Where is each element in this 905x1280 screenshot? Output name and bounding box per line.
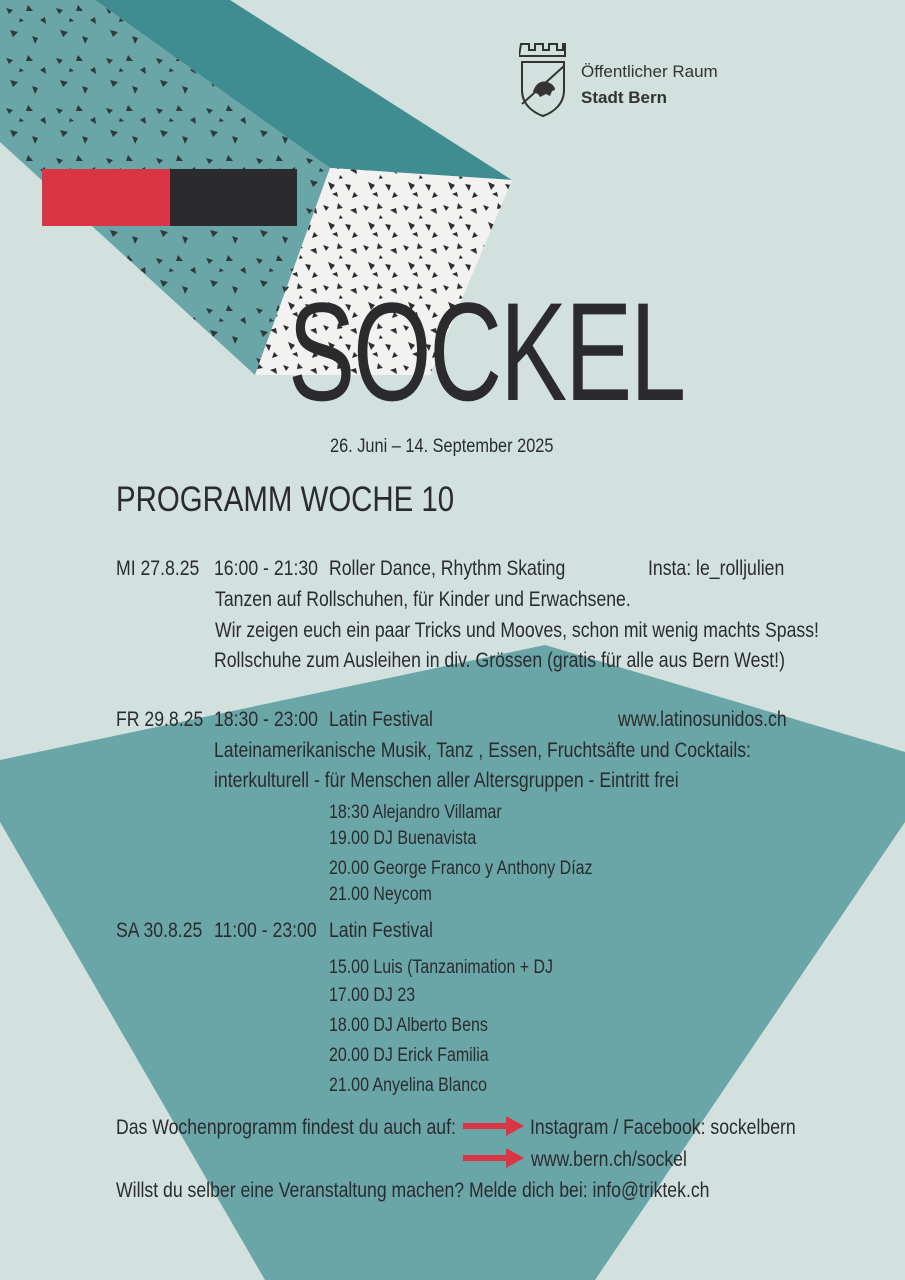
event-day: MI 27.8.25: [116, 557, 200, 580]
org-name-line2: Stadt Bern: [581, 88, 667, 107]
org-name-line1: Öffentlicher Raum: [581, 62, 718, 81]
event-description-line: interkulturell - für Menschen aller Altersgruppen - Eintritt frei: [214, 769, 679, 792]
city-logo: [519, 42, 739, 120]
page-title: SOCKEL: [288, 273, 684, 430]
schedule-item: 17.00 DJ 23: [329, 985, 416, 1006]
schedule-item: 20.00 George Franco y Anthony Díaz: [329, 858, 593, 879]
event-dates: 26. Juni – 14. September 2025: [330, 436, 554, 457]
event-name: Latin Festival: [329, 919, 433, 942]
event-link[interactable]: Insta: le_rolljulien: [648, 557, 785, 580]
website-link[interactable]: www.bern.ch/sockel: [531, 1148, 687, 1171]
event-name: Latin Festival: [329, 708, 433, 731]
event-time: 16:00 - 21:30: [214, 557, 318, 580]
schedule-item: 21.00 Anyelina Blanco: [329, 1075, 487, 1096]
event-description-line: Wir zeigen euch ein paar Tricks und Mooves, schon mit wenig machts Spass!: [215, 619, 819, 642]
event-name: Roller Dance, Rhythm Skating: [329, 557, 566, 580]
bern-coat-of-arms-icon: [519, 42, 567, 118]
schedule-item: 21.00 Neycom: [329, 884, 432, 905]
schedule-item: 18:30 Alejandro Villamar: [329, 802, 502, 823]
event-day: FR 29.8.25: [116, 708, 204, 731]
schedule-item: 20.00 DJ Erick Familia: [329, 1045, 489, 1066]
event-time: 11:00 - 23:00: [214, 919, 317, 942]
program-heading: PROGRAMM WOCHE 10: [116, 480, 455, 519]
red-bar: [42, 169, 170, 226]
event-description-line: Lateinamerikanische Musik, Tanz , Essen, Fruchtsäfte und Cocktails:: [214, 739, 751, 762]
event-link[interactable]: www.latinosunidos.ch: [618, 708, 787, 731]
event-day: SA 30.8.25: [116, 919, 203, 942]
schedule-item: 19.00 DJ Buenavista: [329, 828, 477, 849]
event-description-line: Rollschuhe zum Ausleihen in div. Grössen (gratis für alle aus Bern West!): [214, 649, 785, 672]
contact-text: Willst du selber eine Veranstaltung machen? Melde dich bei: info@triktek.ch: [116, 1179, 710, 1202]
event-description-line: Tanzen auf Rollschuhen, für Kinder und Erwachsene.: [215, 588, 631, 611]
schedule-item: 18.00 DJ Alberto Bens: [329, 1015, 488, 1036]
social-link[interactable]: Instagram / Facebook: sockelbern: [530, 1116, 796, 1139]
event-time: 18:30 - 23:00: [214, 708, 318, 731]
schedule-item: 15.00 Luis (Tanzanimation + DJ: [329, 957, 554, 978]
footer-text: Das Wochenprogramm findest du auch auf:: [116, 1116, 456, 1139]
black-bar: [170, 169, 297, 226]
